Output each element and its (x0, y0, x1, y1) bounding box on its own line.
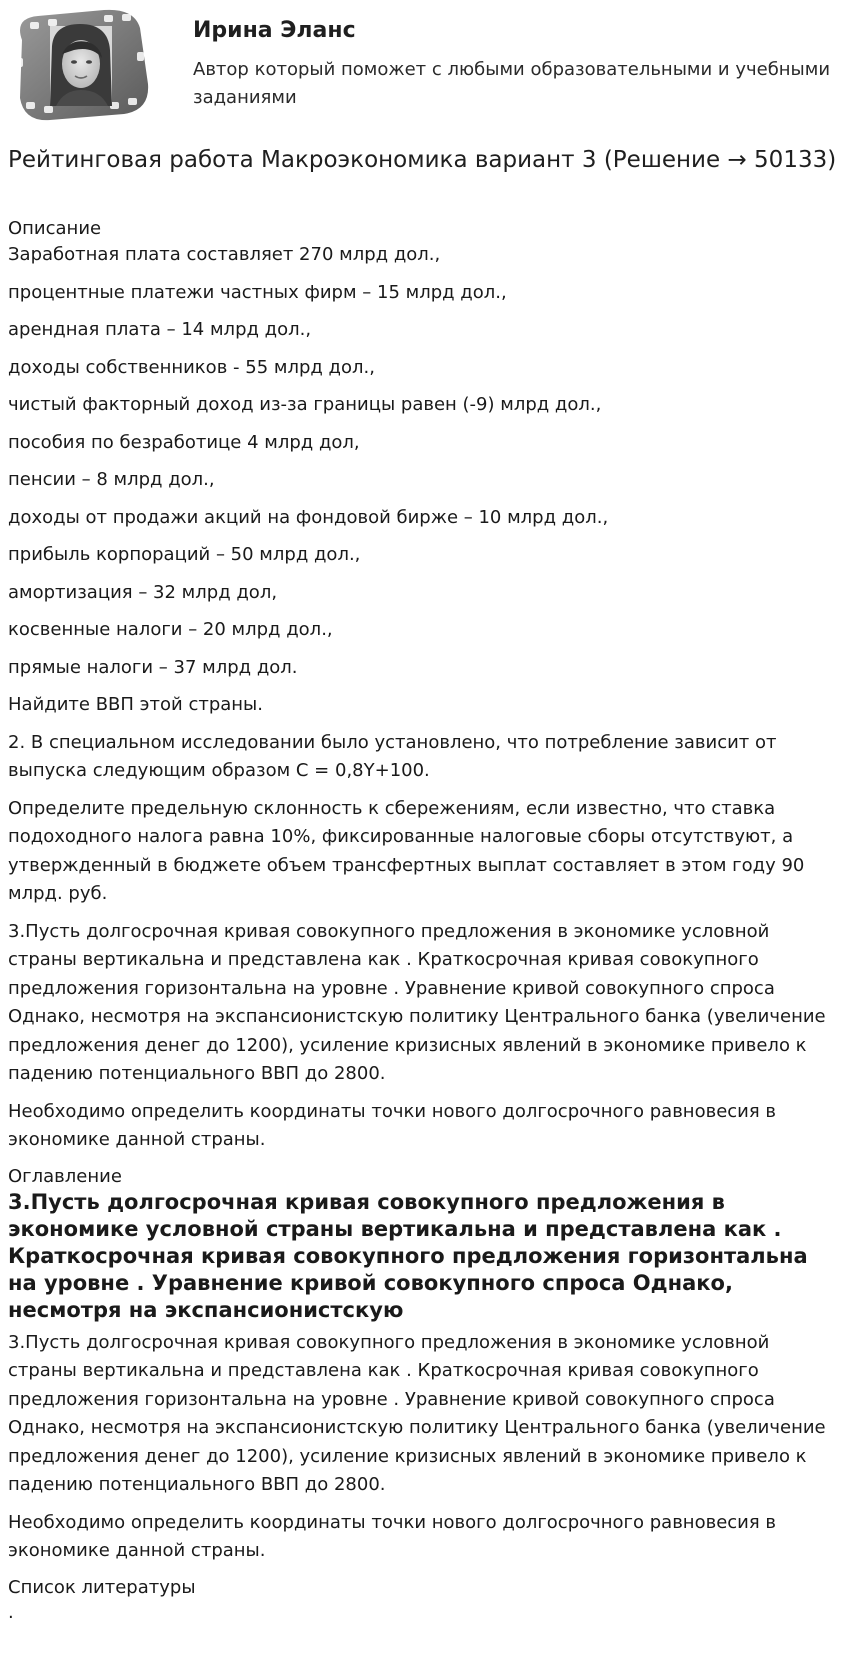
author-name[interactable]: Ирина Эланс (193, 18, 356, 43)
toc-paragraph: 3.Пусть долгосрочная кривая совокупного предложения в экономике условной страны вертикальна и представлена как . Краткосрочная кривая совокупного предложения горизонтальна на уровне . Уравнение кривой совокупного спроса Однако, несмотря на экспансионистскую политику Центрального банка (увеличение предложения денег до 1200), усиление кризисных явлений в экономике привело к падению потенциального ВВП до 2800. (8, 1331, 826, 1495)
description-line: доходы собственников - 55 млрд дол., (8, 356, 375, 378)
bibliography-label: Список литературы (8, 1576, 196, 1598)
description-label: Описание (8, 218, 102, 239)
main-content (8, 216, 840, 1625)
description-line: амортизация – 32 млрд дол, (8, 581, 278, 603)
toc-paragraph: Необходимо определить координаты точки нового долгосрочного равновесия в экономике данной страны. (8, 1511, 777, 1561)
description-line: пенсии – 8 млрд дол., (8, 469, 215, 490)
description-line: прибыль корпораций – 50 млрд дол., (8, 544, 361, 565)
description-paragraph: 3.Пусть долгосрочная кривая совокупного предложения в экономике условной страны вертикальна и представлена как . Краткосрочная кривая совокупного предложения горизонтальна на уровне . Уравнение кривой совокупного спроса Однако, несмотря на экспансионистскую политику Центрального банка (увеличение предложения денег до 1200), усиление кризисных явлений в экономике привело к падению потенциального ВВП до 2800. (8, 920, 826, 1084)
page-title: Рейтинговая работа Макроэкономика вариант 3 (Решение → 50133) (8, 147, 837, 173)
description-line: арендная плата – 14 млрд дол., (8, 319, 312, 340)
description-line: доходы от продажи акций на фондовой бирже – 10 млрд дол., (8, 506, 609, 528)
author-card (8, 6, 838, 126)
bibliography-text: . (8, 1601, 14, 1623)
description-line: Заработная плата составляет 270 млрд дол., (8, 244, 441, 265)
description-line: косвенные налоги – 20 млрд дол., (8, 619, 333, 640)
avatar (8, 6, 152, 124)
description-paragraph: Определите предельную склонность к сбережениям, если известно, что ставка подоходного налога равна 10%, фиксированные налоговые сборы отсутствуют, а утвержденный в бюджете объем трансфертных выплат составляет в этом году 90 млрд. руб. (8, 797, 805, 904)
description-line: чистый факторный доход из-за границы равен (-9) млрд дол., (8, 394, 602, 415)
description-paragraph: 2. В специальном исследовании было установлено, что потребление зависит от выпуска следующим образом С = 0,8Y+100. (8, 731, 777, 781)
toc-label: Оглавление (8, 1165, 122, 1187)
description-line: процентные платежи частных фирм – 15 млрд дол., (8, 281, 507, 303)
description-line: прямые налоги – 37 млрд дол. (8, 656, 298, 678)
toc-heading: 3.Пусть долгосрочная кривая совокупного предложения в экономике условной страны вертикальна и представлена как . Краткосрочная кривая совокупного предложения горизонтальна на уровне . Уравнение кривой совокупного спроса Однако, несмотря на экспансионистскую (8, 1189, 808, 1322)
film-frame-avatar-icon (8, 6, 152, 124)
author-description: Автор который поможет с любыми образовательными и учебными заданиями (193, 59, 831, 108)
description-line: Найдите ВВП этой страны. (8, 694, 263, 715)
description-line: пособия по безработице 4 млрд дол, (8, 431, 360, 453)
description-paragraph: Необходимо определить координаты точки нового долгосрочного равновесия в экономике данной страны. (8, 1100, 777, 1150)
